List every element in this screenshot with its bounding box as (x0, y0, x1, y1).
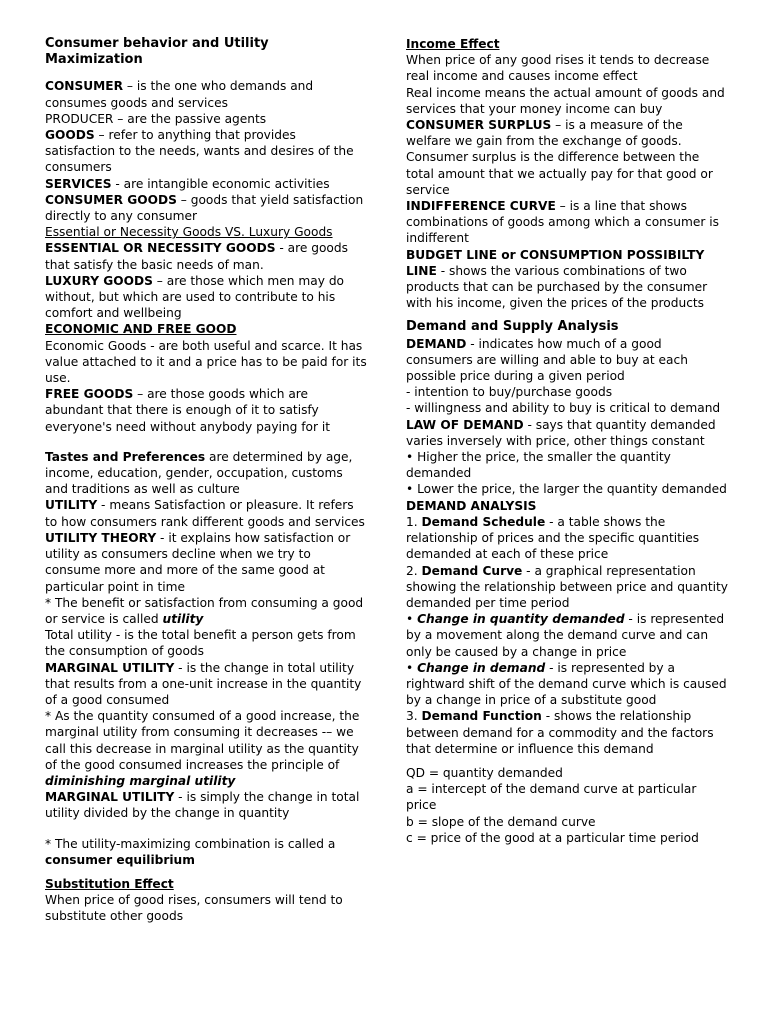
consumer-definition (45, 78, 367, 110)
term-services: SERVICES (45, 176, 112, 191)
change-demand-bullet (406, 660, 728, 709)
diminishing-note (45, 708, 367, 789)
term-marginal-utility-2: MARGINAL UTILITY (45, 790, 175, 805)
left-column (45, 36, 367, 925)
term-essential-goods: ESSENTIAL OR NECESSITY GOODS (45, 241, 276, 256)
def-indifference-curve: – is a line that shows combinations of goods among which a consumer is indifferent (406, 199, 719, 246)
term-change-qd: Change in quantity demanded (417, 612, 625, 627)
def-change-qd: - is represented by a movement along the demand curve and can only be caused by a change in price (406, 612, 725, 659)
def-luxury-goods: – are those which men may do without, but which are used to contribute to his comfort and wellbeing (45, 273, 345, 321)
a-variable: a = intercept of the demand curve at particular price (406, 782, 697, 813)
substitution-heading: Substitution Effect (45, 876, 174, 891)
def-tastes: are determined by age, income, education, gender, occupation, customs and traditions as well as culture (45, 449, 353, 497)
free-goods-definition (45, 386, 367, 435)
term-luxury-goods: LUXURY GOODS (45, 273, 153, 288)
term-budget-line: BUDGET LINE or CONSUMPTION POSSIBILTY LINE (406, 247, 705, 278)
def-demand-schedule: - a table shows the relationship of prices and the specific quantities demanded at each of these price (406, 514, 700, 562)
def-marginal-utility-1: - is the change in total utility that results from a one-unit increase in the quantity of a good consumed (45, 660, 362, 707)
demand-function-item (406, 708, 728, 757)
def-free-goods: – are those goods which are abundant that there is enough of it to satisfy everyone's need without anybody paying for it (45, 387, 331, 434)
income-effect-heading: Income Effect (406, 37, 500, 51)
marginal-utility-definition-2 (45, 789, 367, 821)
consumer-surplus-definition (406, 117, 728, 149)
page-title: Consumer behavior and Utility Maximization (45, 36, 269, 68)
utility-definition (45, 497, 367, 529)
consumer-surplus-text: Consumer surplus is the difference between the total amount that we actually pay for that good or service (406, 150, 713, 197)
demand-schedule-num: 1. (406, 514, 422, 529)
diminishing-note-term: diminishing marginal utility (45, 773, 236, 788)
qd-variable: QD = quantity demanded (406, 765, 563, 780)
term-consumer: CONSUMER (45, 79, 124, 94)
term-demand-schedule: Demand Schedule (421, 514, 546, 529)
right-column (406, 36, 728, 846)
producer-definition (45, 111, 367, 127)
lower-price-bullet: • Lower the price, the larger the quantity demanded (406, 482, 727, 497)
def-consumer-surplus: – is a measure of the welfare we gain from the exchange of goods. (406, 118, 683, 149)
essential-vs-luxury-heading: Essential or Necessity Goods VS. Luxury Goods (45, 225, 333, 240)
spacer (45, 435, 367, 449)
change-qd-bullet-mark: • (406, 612, 418, 627)
demand-schedule-item (406, 514, 728, 563)
def-demand: - indicates how much of a good consumers are willing and able to buy at each possible price during a given period (406, 336, 688, 384)
goods-definition (45, 127, 367, 176)
diminishing-note-text: * As the quantity consumed of a good increase, the marginal utility from consuming it decreases -– we call this decrease in marginal utility as the quantity of the good consumed increases the principle of (45, 709, 360, 772)
economic-goods-definition: Economic Goods - are both useful and scarce. It has value attached to it and a price has to be paid for its use. (45, 338, 367, 386)
def-demand-curve: - a graphical representation showing the relationship between price and quantity demanded per time period (406, 563, 728, 610)
indifference-curve-definition (406, 198, 728, 247)
term-change-demand: Change in demand (417, 660, 546, 675)
def-law-of-demand: - says that quantity demanded varies inversely with price, other things constant (406, 417, 716, 448)
equilibrium-note (45, 836, 367, 868)
spacer (45, 868, 367, 876)
term-goods: GOODS (45, 128, 95, 143)
def-utility-theory: - it explains how satisfaction or utility as consumers decline when we try to consume more and more of the same good at particular point in time (45, 530, 351, 594)
willingness-item: - willingness and ability to buy is critical to demand (406, 401, 721, 416)
spacer (406, 311, 728, 319)
def-producer: – are the passive agents (113, 111, 267, 126)
demand-definition (406, 336, 728, 385)
b-variable: b = slope of the demand curve (406, 814, 596, 829)
tastes-definition (45, 449, 367, 498)
term-demand-curve: Demand Curve (421, 563, 523, 578)
demand-curve-num: 2. (406, 563, 422, 578)
demand-analysis-heading: DEMAND ANALYSIS (406, 498, 537, 513)
real-income-text: Real income means the actual amount of goods and services that your money income can buy (406, 85, 725, 116)
demand-curve-item (406, 563, 728, 612)
term-marginal-utility-1: MARGINAL UTILITY (45, 660, 175, 675)
term-consumer-goods: CONSUMER GOODS (45, 192, 177, 207)
utility-theory-definition (45, 530, 367, 595)
def-utility: - means Satisfaction or pleasure. It refers to how consumers rank different goods and services (45, 498, 365, 529)
essential-goods-definition (45, 240, 367, 272)
term-indifference-curve: INDIFFERENCE CURVE (406, 199, 556, 214)
change-qd-bullet (406, 611, 728, 660)
def-goods: – refer to anything that provides satisfaction to the needs, wants and desires of the consumers (45, 128, 354, 175)
c-variable: c = price of the good at a particular time period (406, 830, 699, 845)
economic-free-heading: ECONOMIC AND FREE GOOD (45, 322, 237, 337)
change-demand-bullet-mark: • (406, 660, 418, 675)
higher-price-bullet: • Higher the price, the smaller the quantity demanded (406, 450, 671, 481)
term-utility: UTILITY (45, 498, 98, 513)
def-essential-goods: - are goods that satisfy the basic needs of man. (45, 241, 348, 272)
equilibrium-note-term: consumer equilibrium (45, 852, 195, 867)
benefit-note-term: utility (162, 611, 204, 626)
def-budget-line: - shows the various combinations of two products that can be purchased by the consumer with his income, given the prices of the products (406, 263, 708, 311)
term-free-goods: FREE GOODS (45, 387, 134, 402)
term-producer: PRODUCER (45, 111, 114, 126)
intention-item: - intention to buy/purchase goods (406, 385, 613, 400)
equilibrium-note-text: * The utility-maximizing combination is called a (45, 836, 336, 851)
term-consumer-surplus: CONSUMER SURPLUS (406, 118, 552, 133)
law-of-demand-definition (406, 417, 728, 449)
term-law-of-demand: LAW OF DEMAND (406, 417, 524, 432)
def-change-demand: - is represented by a rightward shift of the demand curve which is caused by a change in price of a substitute good (406, 660, 727, 708)
luxury-goods-definition (45, 273, 367, 322)
consumer-goods-definition (45, 192, 367, 224)
budget-line-definition (406, 247, 728, 312)
total-utility-definition: Total utility - is the total benefit a person gets from the consumption of goods (45, 628, 356, 659)
spacer (45, 822, 367, 836)
benefit-note (45, 595, 367, 627)
term-utility-theory: UTILITY THEORY (45, 530, 157, 545)
demand-supply-heading: Demand and Supply Analysis (406, 319, 619, 335)
income-effect-text: When price of any good rises it tends to decrease real income and causes income effect (406, 53, 710, 84)
def-demand-function: - shows the relationship between demand for a commodity and the factors that determine or influence this demand (406, 709, 714, 756)
def-services: - are intangible economic activities (111, 176, 330, 191)
services-definition (45, 176, 367, 192)
term-demand-function: Demand Function (421, 709, 542, 724)
term-tastes: Tastes and Preferences (45, 449, 206, 464)
term-demand: DEMAND (406, 336, 467, 351)
marginal-utility-definition-1 (45, 660, 367, 709)
spacer (406, 757, 728, 765)
def-marginal-utility-2: - is simply the change in total utility divided by the change in quantity (45, 790, 360, 821)
demand-function-num: 3. (406, 709, 422, 724)
def-consumer-goods: – goods that yield satisfaction directly to any consumer (45, 192, 364, 224)
substitution-text: When price of good rises, consumers will tend to substitute other goods (45, 893, 343, 924)
benefit-note-text: * The benefit or satisfaction from consuming a good or service is called (45, 595, 364, 626)
def-consumer: – is the one who demands and consumes goods and services (45, 79, 314, 110)
